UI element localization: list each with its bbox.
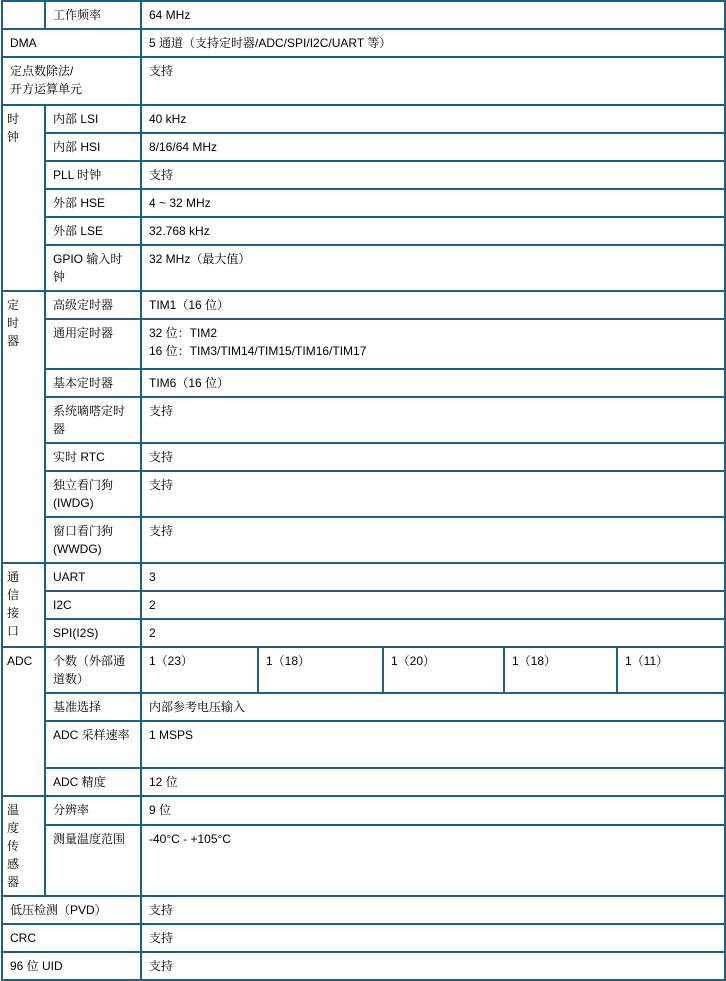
freq-empty — [2, 1, 45, 29]
row-clock-3 — [2, 189, 725, 217]
row-adc-1 — [2, 721, 725, 768]
adc-group-label: ADC — [2, 647, 45, 796]
temp-label-1: 测量温度范围 — [45, 825, 141, 896]
crc-label: CRC — [2, 924, 141, 952]
comm-group-text: 通信接口 — [7, 570, 20, 638]
timer-value-5: 支持 — [141, 471, 725, 517]
timer-label-3: 系统嘀嗒定时器 — [45, 397, 141, 443]
timer-value-1-line1: 32 位：TIM2 — [149, 326, 218, 340]
comm-value-1: 2 — [141, 591, 725, 619]
adc-count-0: 1（23） — [141, 647, 258, 693]
timer-value-1 — [141, 319, 725, 369]
clock-label-1: 内部 HSI — [45, 133, 141, 161]
row-clock-1 — [2, 133, 725, 161]
temp-value-1: -40°C - +105°C — [141, 825, 725, 896]
adc-value-0: 内部参考电压输入 — [141, 693, 725, 721]
spec-table — [1, 0, 726, 981]
timer-label-0: 高级定时器 — [45, 291, 141, 319]
row-pvd — [2, 896, 725, 924]
divsqrt-label-text: 定点数除法/ 开方运算单元 — [10, 64, 83, 96]
row-comm-0 — [2, 563, 725, 591]
row-crc — [2, 924, 725, 952]
row-adc-0 — [2, 693, 725, 721]
row-clock-5 — [2, 245, 725, 291]
adc-label-2: ADC 精度 — [45, 768, 141, 796]
timer-value-0: TIM1（16 位） — [141, 291, 725, 319]
timer-value-3: 支持 — [141, 397, 725, 443]
row-timer-3 — [2, 397, 725, 443]
clock-group-text: 时钟 — [7, 112, 20, 144]
clock-label-3: 外部 HSE — [45, 189, 141, 217]
clock-label-5: GPIO 输入时钟 — [45, 245, 141, 291]
clock-value-1: 8/16/64 MHz — [141, 133, 725, 161]
row-timer-1 — [2, 319, 725, 369]
row-freq — [2, 1, 725, 29]
row-temp-0 — [2, 796, 725, 825]
timer-label-1: 通用定时器 — [45, 319, 141, 369]
pvd-value: 支持 — [141, 896, 725, 924]
timer-label-2: 基本定时器 — [45, 369, 141, 397]
timer-label-4: 实时 RTC — [45, 443, 141, 471]
row-uid — [2, 952, 725, 980]
crc-value: 支持 — [141, 924, 725, 952]
row-clock-2 — [2, 161, 725, 189]
temp-value-0: 9 位 — [141, 796, 725, 825]
row-timer-2 — [2, 369, 725, 397]
clock-label-0: 内部 LSI — [45, 105, 141, 133]
clock-label-4: 外部 LSE — [45, 217, 141, 245]
row-timer-0 — [2, 291, 725, 319]
freq-label: 工作频率 — [45, 1, 141, 29]
timer-value-4: 支持 — [141, 443, 725, 471]
timer-value-6: 支持 — [141, 517, 725, 563]
row-clock-4 — [2, 217, 725, 245]
row-adc-2 — [2, 768, 725, 796]
uid-value: 支持 — [141, 952, 725, 980]
comm-value-0: 3 — [141, 563, 725, 591]
row-divsqrt — [2, 57, 725, 105]
adc-count-1: 1（18） — [258, 647, 383, 693]
timer-group-text: 定时器 — [7, 298, 20, 348]
timer-label-6: 窗口看门狗 (WWDG) — [45, 517, 141, 563]
timer-value-2: TIM6（16 位） — [141, 369, 725, 397]
row-dma — [2, 29, 725, 57]
adc-count-4: 1（11） — [617, 647, 725, 693]
row-adc-count — [2, 647, 725, 693]
row-comm-2 — [2, 619, 725, 647]
clock-label-2: PLL 时钟 — [45, 161, 141, 189]
divsqrt-label — [2, 57, 141, 105]
temp-group-text: 温度传感器 — [7, 803, 20, 889]
freq-value: 64 MHz — [141, 1, 725, 29]
temp-label-0: 分辨率 — [45, 796, 141, 825]
adc-value-1: 1 MSPS — [141, 721, 725, 768]
timer-label-5: 独立看门狗 (IWDG) — [45, 471, 141, 517]
row-temp-1 — [2, 825, 725, 896]
comm-label-0: UART — [45, 563, 141, 591]
row-clock-0 — [2, 105, 725, 133]
adc-count-2: 1（20） — [383, 647, 504, 693]
comm-group-label — [2, 563, 45, 647]
row-timer-6 — [2, 517, 725, 563]
clock-value-3: 4 ~ 32 MHz — [141, 189, 725, 217]
clock-value-2: 支持 — [141, 161, 725, 189]
adc-count-label: 个数（外部通道数） — [45, 647, 141, 693]
dma-value: 5 通道（支持定时器/ADC/SPI/I2C/UART 等） — [141, 29, 725, 57]
comm-value-2: 2 — [141, 619, 725, 647]
clock-value-5: 32 MHz（最大值） — [141, 245, 725, 291]
comm-label-2: SPI(I2S) — [45, 619, 141, 647]
row-comm-1 — [2, 591, 725, 619]
row-timer-4 — [2, 443, 725, 471]
timer-value-1-line2: 16 位：TIM3/TIM14/TIM15/TIM16/TIM17 — [149, 344, 367, 358]
pvd-label: 低压检测（PVD） — [2, 896, 141, 924]
dma-label: DMA — [2, 29, 141, 57]
clock-value-4: 32.768 kHz — [141, 217, 725, 245]
clock-value-0: 40 kHz — [141, 105, 725, 133]
adc-count-3: 1（18） — [504, 647, 617, 693]
temp-group-label — [2, 796, 45, 896]
divsqrt-value: 支持 — [141, 57, 725, 105]
uid-label: 96 位 UID — [2, 952, 141, 980]
clock-group-label — [2, 105, 45, 291]
row-timer-5 — [2, 471, 725, 517]
adc-label-1: ADC 采样速率 — [45, 721, 141, 768]
adc-label-0: 基准选择 — [45, 693, 141, 721]
adc-value-2: 12 位 — [141, 768, 725, 796]
timer-group-label — [2, 291, 45, 563]
comm-label-1: I2C — [45, 591, 141, 619]
